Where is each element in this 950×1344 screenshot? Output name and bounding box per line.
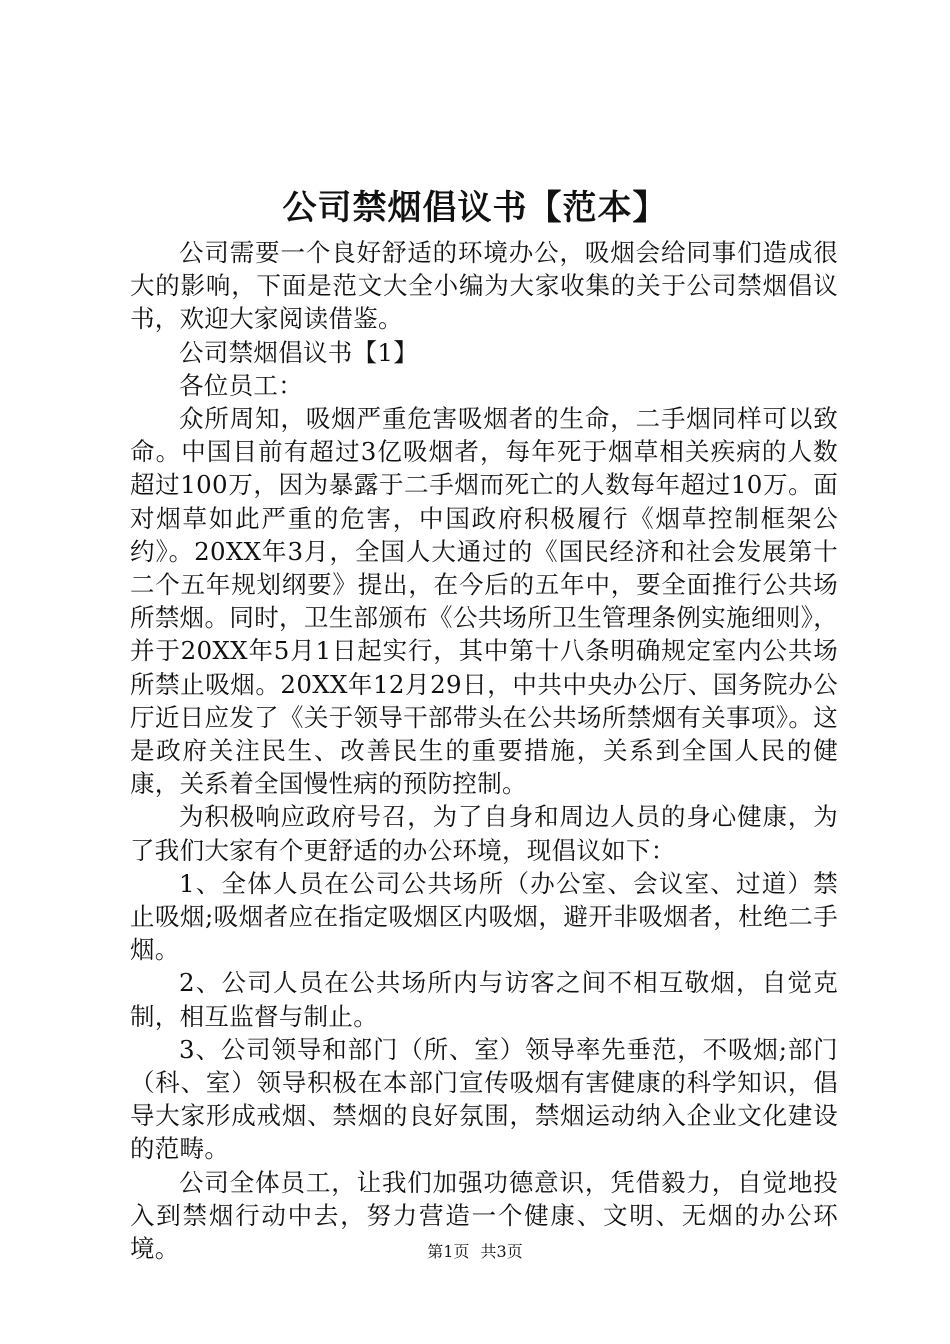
section-heading: 公司禁烟倡议书【1】 xyxy=(179,337,419,367)
proposal-item-2: 2、公司人员在公共场所内与访客之间不相互敬烟，自觉克制，相互监督与制止。 xyxy=(130,968,838,1031)
salutation: 各位员工： xyxy=(179,370,303,400)
page-total: 共3页 xyxy=(480,1242,523,1261)
closing-paragraph: 公司全体员工，让我们加强功德意识，凭借毅力，自觉地投入到禁烟行动中去，努力营造一个健康、文明、无烟的办公环境。 xyxy=(130,1167,838,1264)
page-number: 第1页 xyxy=(427,1242,470,1261)
document-title: 公司禁烟倡议书【范本】 xyxy=(282,188,668,228)
document-body xyxy=(130,236,838,1265)
proposal-item-1: 1、全体人员在公司公共场所（办公室、会议室、过道）禁止吸烟;吸烟者应在指定吸烟区内吸烟，避开非吸烟者，杜绝二手烟。 xyxy=(130,868,838,965)
call-paragraph: 为积极响应政府号召，为了自身和周边人员的身心健康，为了我们大家有个更舒适的办公环境，现倡议如下： xyxy=(130,802,838,865)
page-footer xyxy=(0,1240,950,1264)
proposal-item-3: 3、公司领导和部门（所、室）领导率先垂范，不吸烟;部门（科、室）领导积极在本部门宣传吸烟有害健康的科学知识，倡导大家形成戒烟、禁烟的良好氛围，禁烟运动纳入企业文化建设的范畴。 xyxy=(130,1034,838,1164)
background-paragraph: 众所周知，吸烟严重危害吸烟者的生命，二手烟同样可以致命。中国目前有超过3亿吸烟者，每年死于烟草相关疾病的人数超过100万，因为暴露于二手烟而死亡的人数每年超过10万。面对烟草如此严重的危害，中国政府积极履行《烟草控制框架公约》。20XX年3月，全国人大通过的《国民经济和社会发展第十二个五年规划纲要》提出，在今后的五年中，要全面推行公共场所禁烟。同时，卫生部颁布《公共场所卫生管理条例实施细则》，并于20XX年5月1日起实行，其中第十八条明确规定室内公共场所禁止吸烟。20XX年12月29日，中共中央办公厅、国务院办公厅近日应发了《关于领导干部带头在公共场所禁烟有关事项》。这是政府关注民生、改善民生的重要措施，关系到全国人民的健康，关系着全国慢性病的预防控制。 xyxy=(130,404,838,799)
intro-paragraph: 公司需要一个良好舒适的环境办公，吸烟会给同事们造成很大的影响，下面是范文大全小编为大家收集的关于公司禁烟倡议书，欢迎大家阅读借鉴。 xyxy=(130,238,838,334)
